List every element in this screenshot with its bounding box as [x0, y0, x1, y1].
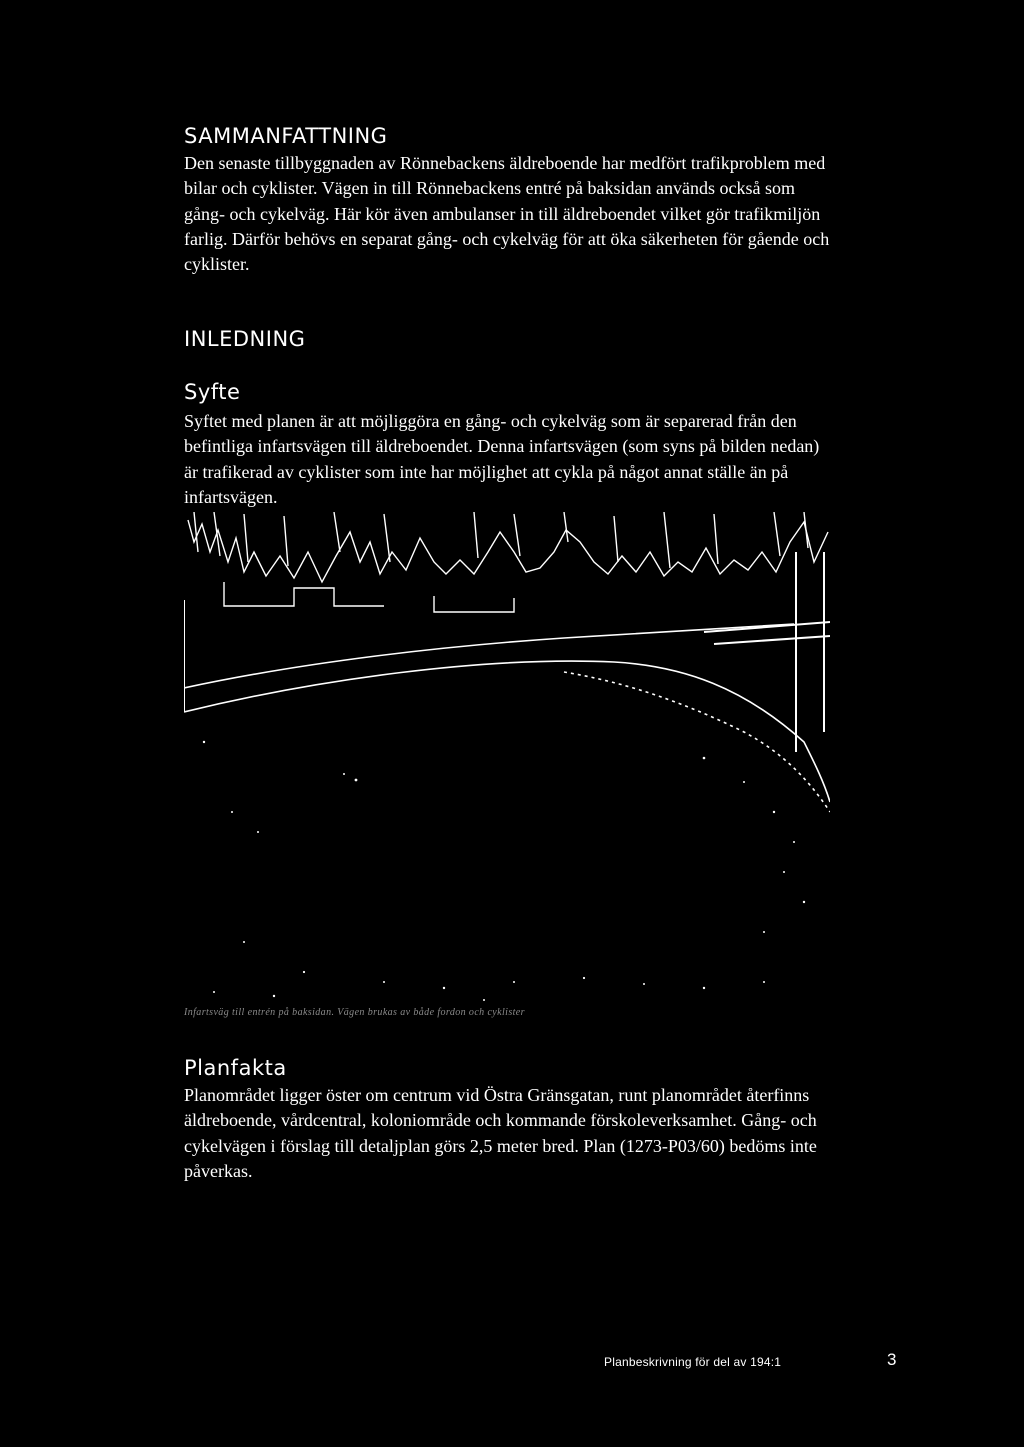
purpose-heading: Syfte — [184, 380, 241, 404]
summary-heading: SAMMANFATTNING — [184, 124, 388, 148]
introduction-heading: INLEDNING — [184, 327, 306, 351]
page-number: 3 — [887, 1350, 897, 1369]
plan-facts-text: Planområdet ligger öster om centrum vid Östra Gränsgatan, runt planområdet återfinns äldreboende, vårdcentral, koloniområde och kommande förskoleverksamhet. Gång- och cykelvägen i förslag till detaljplan görs 2,5 meter bred. Plan (1273-P03/60) bedöms inte påverkas. — [184, 1085, 817, 1181]
photo-caption: Infartsväg till entrén på baksidan. Vägen brukas av både fordon och cyklister — [184, 1007, 525, 1018]
purpose-text: Syftet med planen är att möjliggöra en gång- och cykelväg som är separerad från den befintliga infartsvägen till äldreboendet. Denna infartsvägen (som syns på bilden nedan) är trafikerad av cyklister som inte har möjlighet att cykla på något annat ställe än på infartsvägen. — [184, 411, 820, 507]
footer-document-title: Planbeskrivning för del av 194:1 — [604, 1355, 782, 1369]
plan-facts-heading: Planfakta — [184, 1056, 287, 1080]
summary-text: Den senaste tillbyggnaden av Rönnebackens äldreboende har medfört trafikproblem med bilar och cyklister. Vägen in till Rönnebackens entré på baksidan används också som gång- och cykelväg. Här kör även ambulanser in till äldreboendet vilket gör trafikmiljön farlig. Därför behövs en separat gång- och cykelväg för att öka säkerheten för gående och cyklister. — [184, 153, 830, 275]
access-road-photo — [184, 512, 830, 1010]
